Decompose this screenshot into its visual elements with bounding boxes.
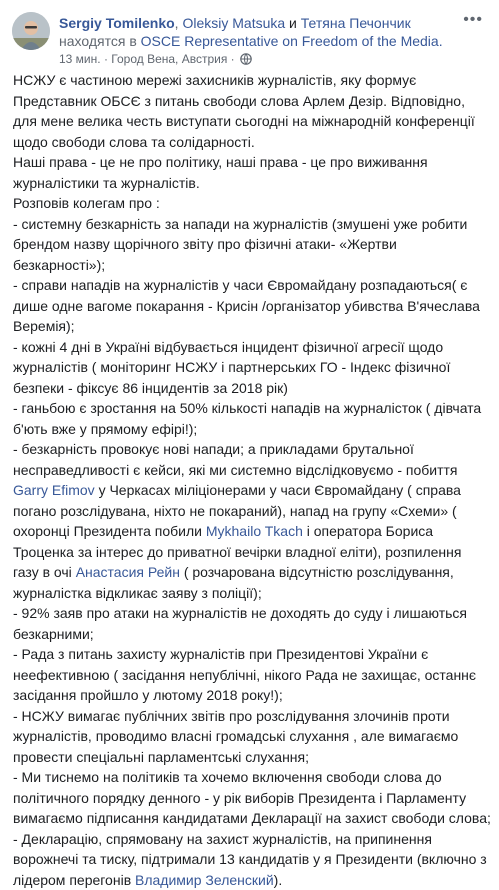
mention-anastasia-rein[interactable]: Анастасия Рейн [75,564,180,580]
post-text-part-4: ( розчарована відсутністю розслідування, журналістка відкликає заяву з поліції); - 92% заяв про атаки на журналістів не доходять до суду і лишаються безкарними; - Рада з питань захисту журналістів при Президентові України є неефективною ( засідання непублічні, нікого Рада не захищає, останнє засідання пройшло у лютому 2018 року!); - НСЖУ вимагає публічних звітів про розслідування злочинів проти журналістів, проводимо власні громадські слухання , але вимагаємо провести спеціальні парламентські слухання; - Ми тиснемо на політиків та хочемо включення свободи слова до політичного порядку денного - у рік виборів Президента і Парламенту вимагаємо підписання кандидатами Декларації на захист свободи слова; - Декларацію, спрямовану на захист журналістів, на припинення ворожнечі та тиску, підтримали 13 кандидатів у я Президенти (включно з лідером перегонів [13,564,491,888]
avatar-photo-icon [12,12,50,50]
post-text-part-1: НСЖУ є частиною мережі захисників журналістів, яку формує Представник ОБСЄ з питань свободи слова Арлем Дезір. Відповідно, для мене велика честь виступати сьогодні на міжнародній конференції щодо свободи слова та солідарності. Наші права - це не про політику, наші права - це про виживання журналістики та журналістів. Розповів колегам про : - системну безкарність за напади на журналістів (змушені уже робити брендом назву щорічного звіту про фізичні атаки- «Жертви безкарності»); - справи нападів на журналістів у часи Євромайдану розпадаються( є дише одне вагоме покарання - Крисін /організатор убивства В'ячеслава Веремія); - кожні 4 дні в Україні відбувається інцидент фізичної агресії щодо журналістів ( моніторинг НСЖУ і партнерських ГО - Індекс фізичної безпеки - фіксує 86 інцидентів за 2018 рік) - ганьбою є зростання на 50% кількості нападів на журналісток ( дівчата б'ють вже у прямому ефірі!); - безкарність провокує нові напади; а прикладами брутальної несправедливості є кейси, які ми системно відслідковуємо - побиття [13,72,482,478]
comma-separator: , [174,15,183,31]
post-text-part-2: у Черкасах міліціонерами у часи Євромайдану ( справа погано розслідувана, ніхто не покараний), напад на групу «Схеми» ( охоронці Президента побили [13,482,461,539]
post-text-part-3: і оператора Бориса Троценка за інтерес до приватної вечірки владної еліти), розпилення газу в очі [13,523,462,580]
globe-icon[interactable] [240,53,252,68]
post-text [13,70,491,890]
conjunction-text: и [285,15,301,31]
location-prefix: находятся в [59,33,141,49]
author-avatar[interactable] [12,12,50,50]
more-options-icon[interactable]: ••• [463,11,483,28]
post-header [0,0,499,66]
author-name[interactable]: Sergiy Tomilenko [59,15,175,31]
post-place[interactable]: Город Вена, Австрия [111,52,228,66]
post-timestamp[interactable]: 13 мин. [59,52,101,66]
mention-mykhailo-tkach[interactable]: Mykhailo Tkach [205,523,303,539]
post-meta [59,52,252,68]
header-line-location [59,32,459,50]
header-line-authors [59,14,459,32]
meta-separator: · [100,52,112,66]
mention-volodymyr-zelensky[interactable]: Владимир Зеленский [135,871,274,888]
mention-garry-efimov[interactable]: Garry Efimov [13,482,95,498]
post-text-part-5: ). [273,871,283,888]
tagged-person-1[interactable]: Oleksiy Matsuka [182,15,286,31]
meta-separator-2: · [227,52,239,66]
tagged-person-2[interactable]: Тетяна Печончик [300,15,411,31]
location-link[interactable]: OSCE Representative on Freedom of the Media. [140,33,443,49]
